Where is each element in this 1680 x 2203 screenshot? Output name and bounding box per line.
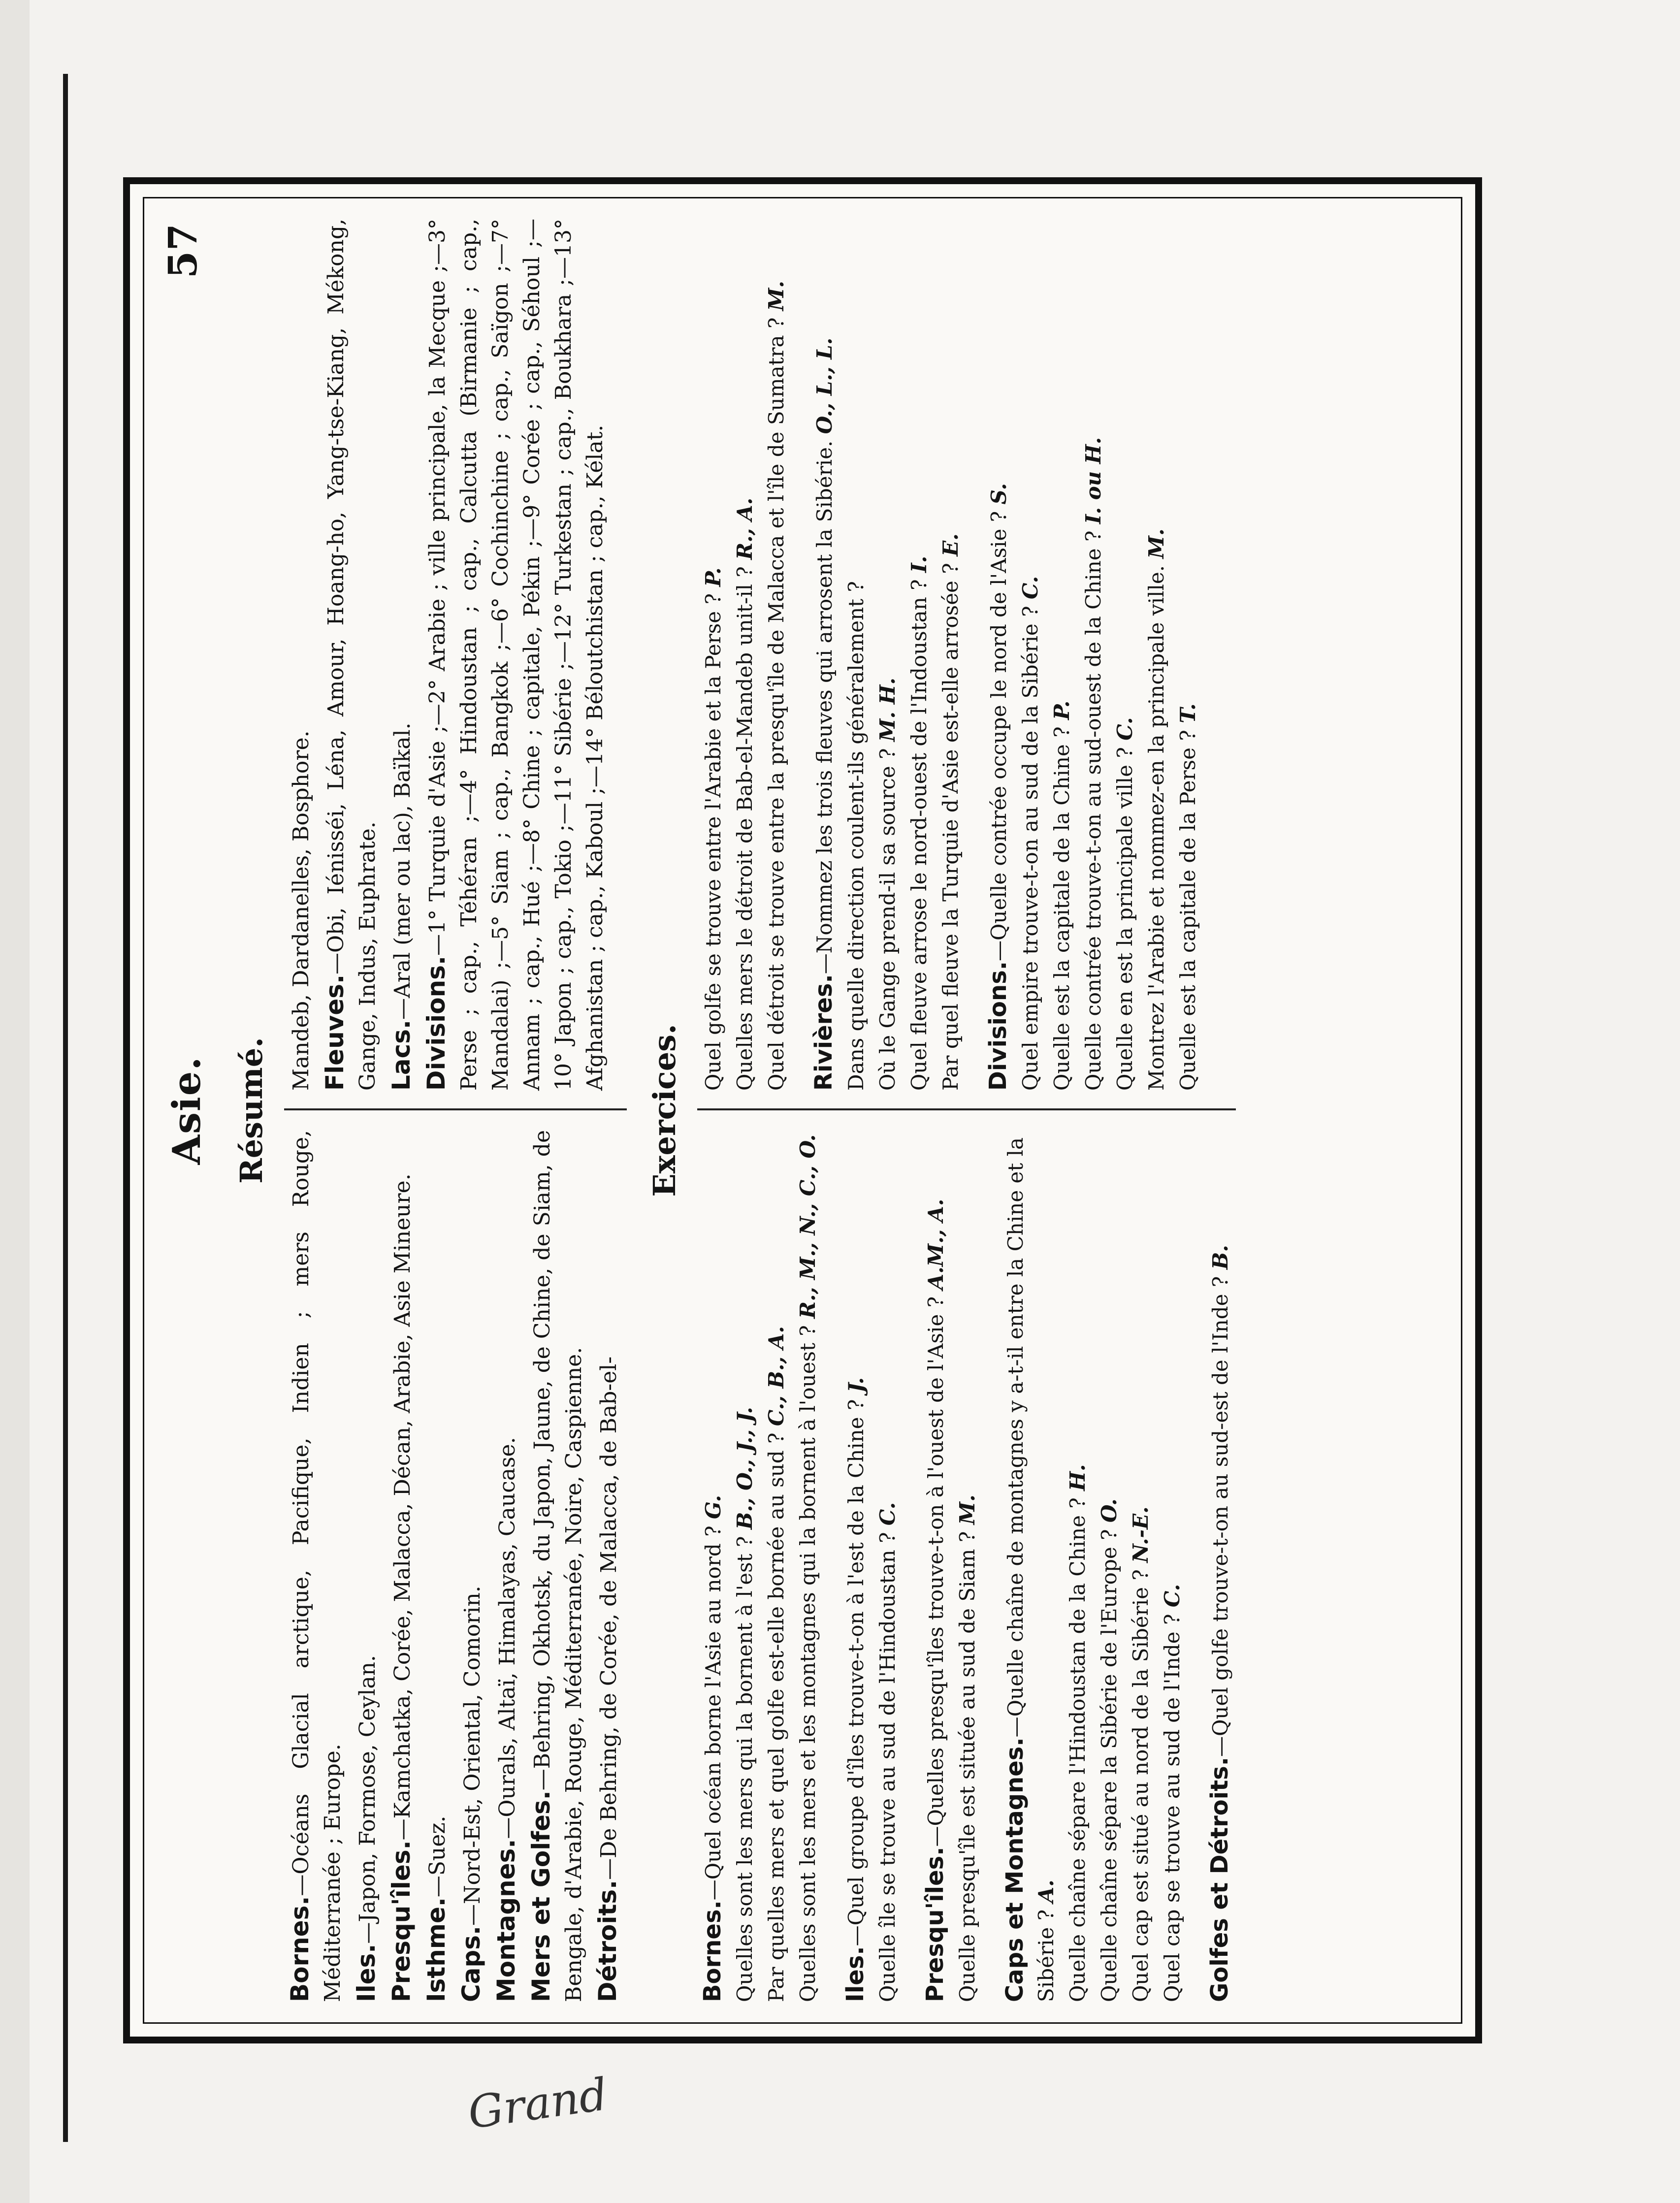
exercise-question [840, 219, 872, 1091]
exercise-question [760, 1130, 792, 2002]
exercise-question [951, 1130, 983, 2002]
exercise-question [808, 219, 840, 1091]
answer-hint: M. [955, 1494, 979, 1525]
resume-left-column [284, 1110, 627, 2002]
resume-entry [420, 1130, 453, 2002]
entry-body: —Ourals, Altaï, Himalayas, Caucase. [495, 1437, 520, 1839]
question-text: Quelle contrée trouve-t-on au sud-ouest de la Chine ? [1081, 530, 1105, 1091]
exercise-question [1140, 219, 1172, 1091]
entry-heading: Montagnes. [492, 1839, 520, 2002]
question-text: —Quelle chaîne de montagnes y a-t-il entre la Chine et la Sibérie ? [1003, 1137, 1058, 2002]
question-text: Dans quelle direction coulent-ils généralement ? [844, 581, 868, 1091]
answer-hint: R., M., N., C., O. [796, 1134, 820, 1319]
resume-entry [284, 1130, 349, 2002]
resume-columns [284, 219, 627, 2002]
answer-hint: C. [875, 1502, 900, 1526]
exercise-question [1109, 219, 1140, 1091]
resume-right-column [284, 219, 627, 1110]
question-text: Par quel fleuve la Turquie d'Asie est-elle arrosée ? [938, 563, 963, 1091]
header-row [155, 219, 228, 2002]
answer-hint: R., A. [733, 497, 757, 560]
exercise-question [1204, 1130, 1236, 2002]
question-text: —Nommez les trois fleuves qui arrosent la Sibérie. [812, 440, 837, 974]
exercise-question [1077, 219, 1109, 1091]
exercise-question [697, 1130, 729, 2002]
question-text: Quel détroit se trouve entre la presqu'île de Malacca et l'île de Sumatra ? [764, 317, 788, 1091]
answer-hint: B., O., J., J. [733, 1407, 757, 1530]
question-heading: Iles. [841, 1946, 869, 2002]
answer-hint: P. [1050, 700, 1074, 720]
exercise-question [729, 1130, 760, 2002]
question-text: Par quelles mers et quel golfe est-elle bornée au sud ? [764, 1432, 788, 2002]
answer-hint: O., L., L. [812, 337, 837, 434]
answer-hint: M. H. [875, 678, 900, 742]
exercise-question [1093, 1130, 1125, 2002]
resume-entry [592, 1130, 625, 2002]
answer-hint: O. [1097, 1498, 1121, 1523]
exercise-question [792, 1130, 823, 2002]
question-text: Quelle est la capitale de la Chine ? [1050, 726, 1074, 1091]
answer-hint: E. [938, 533, 963, 556]
rotated-page [123, 177, 1482, 2043]
question-text: Quelle est la capitale de la Perse ? [1176, 730, 1200, 1091]
entry-heading: Divisions. [422, 956, 451, 1091]
exercise-question [840, 1130, 872, 2002]
scan-edge [0, 0, 30, 2203]
question-text: Quelle chaîne sépare l'Hindoustan de la Chine ? [1066, 1497, 1090, 2002]
entry-heading: Fleuves. [321, 974, 349, 1091]
question-heading: Divisions. [984, 961, 1012, 1091]
question-text: —Quelle contrée occupe le nord de l'Asie ? [987, 511, 1011, 961]
question-text: Quelle île se trouve au sud de l'Hindoustan ? [875, 1532, 900, 2002]
entry-body: —Aral (mer ou lac), Baïkal. [390, 722, 415, 1020]
answer-hint: C. [1113, 717, 1137, 741]
exercise-question [1156, 1130, 1188, 2002]
entry-heading: Presqu'îles. [387, 1840, 416, 2002]
entry-body: —Japon, Formose, Ceylan. [355, 1655, 380, 1944]
question-text: —Quelles presqu'îles trouve-t-on à l'ouest de l'Asie ? [924, 1296, 948, 1847]
resume-entry [284, 219, 317, 1091]
question-text: —Quel groupe d'îles trouve-t-on à l'est de la Chine ? [844, 1399, 868, 1946]
entry-body: —Océans Glacial arctique, Pacifique, Indien ; mers Rouge, Méditerranée ; Europe. [289, 1130, 345, 2002]
answer-hint: C., B., A. [764, 1326, 788, 1426]
exercices-title: Exercices. [646, 1024, 682, 1197]
entry-heading: Iles. [352, 1944, 381, 2002]
exercise-question [1125, 1130, 1156, 2002]
chapter-title: Asie. [164, 1056, 209, 1165]
question-text: Quel empire trouve-t-on au sud de la Sibérie ? [1018, 606, 1042, 1091]
answer-hint: M. [1144, 528, 1168, 559]
entry-heading: Isthme. [422, 1897, 451, 2002]
answer-hint: I. [907, 555, 931, 573]
question-text: Où le Gange prend-il sa source ? [875, 748, 900, 1091]
exercise-question [935, 219, 966, 1091]
question-text: —Quel océan borne l'Asie au nord ? [701, 1525, 725, 1901]
exercise-question [729, 219, 760, 1091]
entry-body: Mandeb, Dardanelles, Bosphore. [289, 730, 314, 1091]
answer-hint: S. [987, 483, 1011, 505]
entry-body: —Kamchatka, Corée, Malacca, Décan, Arabie, Asie Mineure. [390, 1173, 415, 1841]
exercise-question [920, 1130, 951, 2002]
resume-entry [386, 219, 419, 1091]
answer-hint: C. [1160, 1584, 1184, 1608]
exercise-question [983, 219, 1014, 1091]
question-text: —Quel golfe trouve-t-on au sud-est de l'Inde ? [1208, 1276, 1232, 1757]
exercise-question [1046, 219, 1077, 1091]
answer-hint: A.M., A. [924, 1199, 948, 1290]
question-text: Quelles sont les mers qui la bornent à l'est ? [733, 1536, 757, 2002]
entry-heading: Mers et Golfes. [527, 1790, 555, 2002]
column-divider [697, 1108, 1236, 1110]
answer-hint: I. ou H. [1081, 437, 1105, 524]
entry-body: —De Behring, de Corée, de Malacca, de Bab-el- [596, 1356, 621, 1880]
question-text: Quel cap est situé au nord de la Sibérie ? [1129, 1569, 1153, 2002]
question-text: Quelle en est la principale ville ? [1113, 747, 1137, 1091]
entry-body: —Behring, Okhotsk, du Japon, Jaune, de Chine, de Siam, de Bengale, d'Arabie, Rouge, Méditerranée, Noire, Caspienne. [530, 1130, 586, 2002]
question-text: Quelles sont les mers et les montagnes qui la bornent à l'ouest ? [796, 1325, 820, 2002]
entry-heading: Bornes. [286, 1896, 314, 2002]
page-frame [123, 177, 1482, 2043]
binding-line [63, 74, 68, 2142]
resume-entry [319, 219, 384, 1091]
entry-body: —Suez. [425, 1815, 450, 1898]
answer-hint: M. [764, 281, 788, 311]
entry-body: —1° Turquie d'Asie ;—2° Arabie ; ville principale, la Mecque ;—3° Perse ; cap., Téhéran ;—4° Hindoustan ; cap., Calcutta (Birmanie ; cap., Mandalai) ;—5° Siam ; cap., Bangkok ;—6° Cochinchine ; cap., Saïgon ;—7° Annam ; cap., Hué ;—8° Chine ; capitale, Pékin ;—9° Corée ; cap., Séhoul ;—10° Japon ; cap., Tokio ;—11° Sibérie ;—12° Turkestan ; cap., Boukhara ;—13° Afghanistan ; cap., Kaboul ;—14° Béloutchistan ; cap., Kélat. [425, 219, 608, 1091]
question-text: Quel cap se trouve au sud de l'Inde ? [1160, 1614, 1184, 2002]
answer-hint: G. [701, 1495, 725, 1520]
question-heading: Caps et Montagnes. [1001, 1737, 1029, 2002]
answer-hint: B. [1208, 1245, 1232, 1270]
entry-body: —Obi, Iénisséi, Léna, Amour, Hoang-ho, Yang-tse-Kiang, Mékong, Gange, Indus, Euphrate. [323, 219, 380, 1091]
page-number: 57 [160, 224, 206, 279]
resume-entry [351, 1130, 384, 2002]
answer-hint: P. [701, 567, 725, 587]
answer-hint: A. [1034, 1879, 1058, 1903]
exercise-question [1000, 1130, 1062, 2002]
question-heading: Golfes et Détroits. [1206, 1757, 1233, 2002]
question-heading: Presqu'îles. [921, 1847, 949, 2002]
answer-hint: H. [1066, 1464, 1090, 1491]
answer-hint: N.-E. [1129, 1506, 1153, 1563]
entry-heading: Lacs. [387, 1020, 416, 1091]
question-text: Quel fleuve arrose le nord-ouest de l'Indoustan ? [907, 579, 931, 1091]
exercise-question [903, 219, 935, 1091]
answer-hint: J. [844, 1377, 868, 1393]
exercices-columns [697, 219, 1236, 2002]
question-text: Quelle chaîne sépare la Sibérie de l'Europe ? [1097, 1529, 1121, 2002]
resume-entry [490, 1130, 523, 2002]
exercise-question [760, 219, 792, 1091]
resume-title: Résumé. [233, 1037, 269, 1184]
question-text: Montrez l'Arabie et nommez-en la principale ville. [1144, 565, 1168, 1091]
exercise-question [1062, 1130, 1093, 2002]
entry-heading: Détroits. [593, 1879, 622, 2002]
question-text: Quelle presqu'île est située au sud de Siam ? [955, 1531, 979, 2002]
entry-heading: Caps. [457, 1926, 485, 2002]
resume-entry [525, 1130, 590, 2002]
resume-entry [455, 1130, 488, 2002]
exercices-right-column [697, 219, 1236, 1110]
exercices-left-column [697, 1110, 1236, 2002]
resume-entry [420, 219, 611, 1091]
resume-entry [386, 1130, 419, 2002]
exercise-question [1172, 219, 1203, 1091]
handwritten-signature: Grand [465, 2068, 611, 2139]
column-divider [284, 1108, 627, 1110]
question-text: Quel golfe se trouve entre l'Arabie et la Perse ? [701, 593, 725, 1091]
exercise-question [872, 219, 903, 1091]
question-heading: Rivières. [810, 974, 838, 1091]
entry-body: —Nord-Est, Oriental, Comorin. [460, 1586, 485, 1926]
answer-hint: C. [1018, 576, 1042, 600]
exercise-question [697, 219, 729, 1091]
question-text: Quelles mers le détroit de Bab-el-Mandeb unit-il ? [733, 566, 757, 1091]
page-content [155, 219, 1455, 2002]
exercise-question [872, 1130, 903, 2002]
answer-hint: T. [1176, 703, 1200, 723]
exercise-question [1014, 219, 1046, 1091]
question-heading: Bornes. [699, 1900, 726, 2002]
